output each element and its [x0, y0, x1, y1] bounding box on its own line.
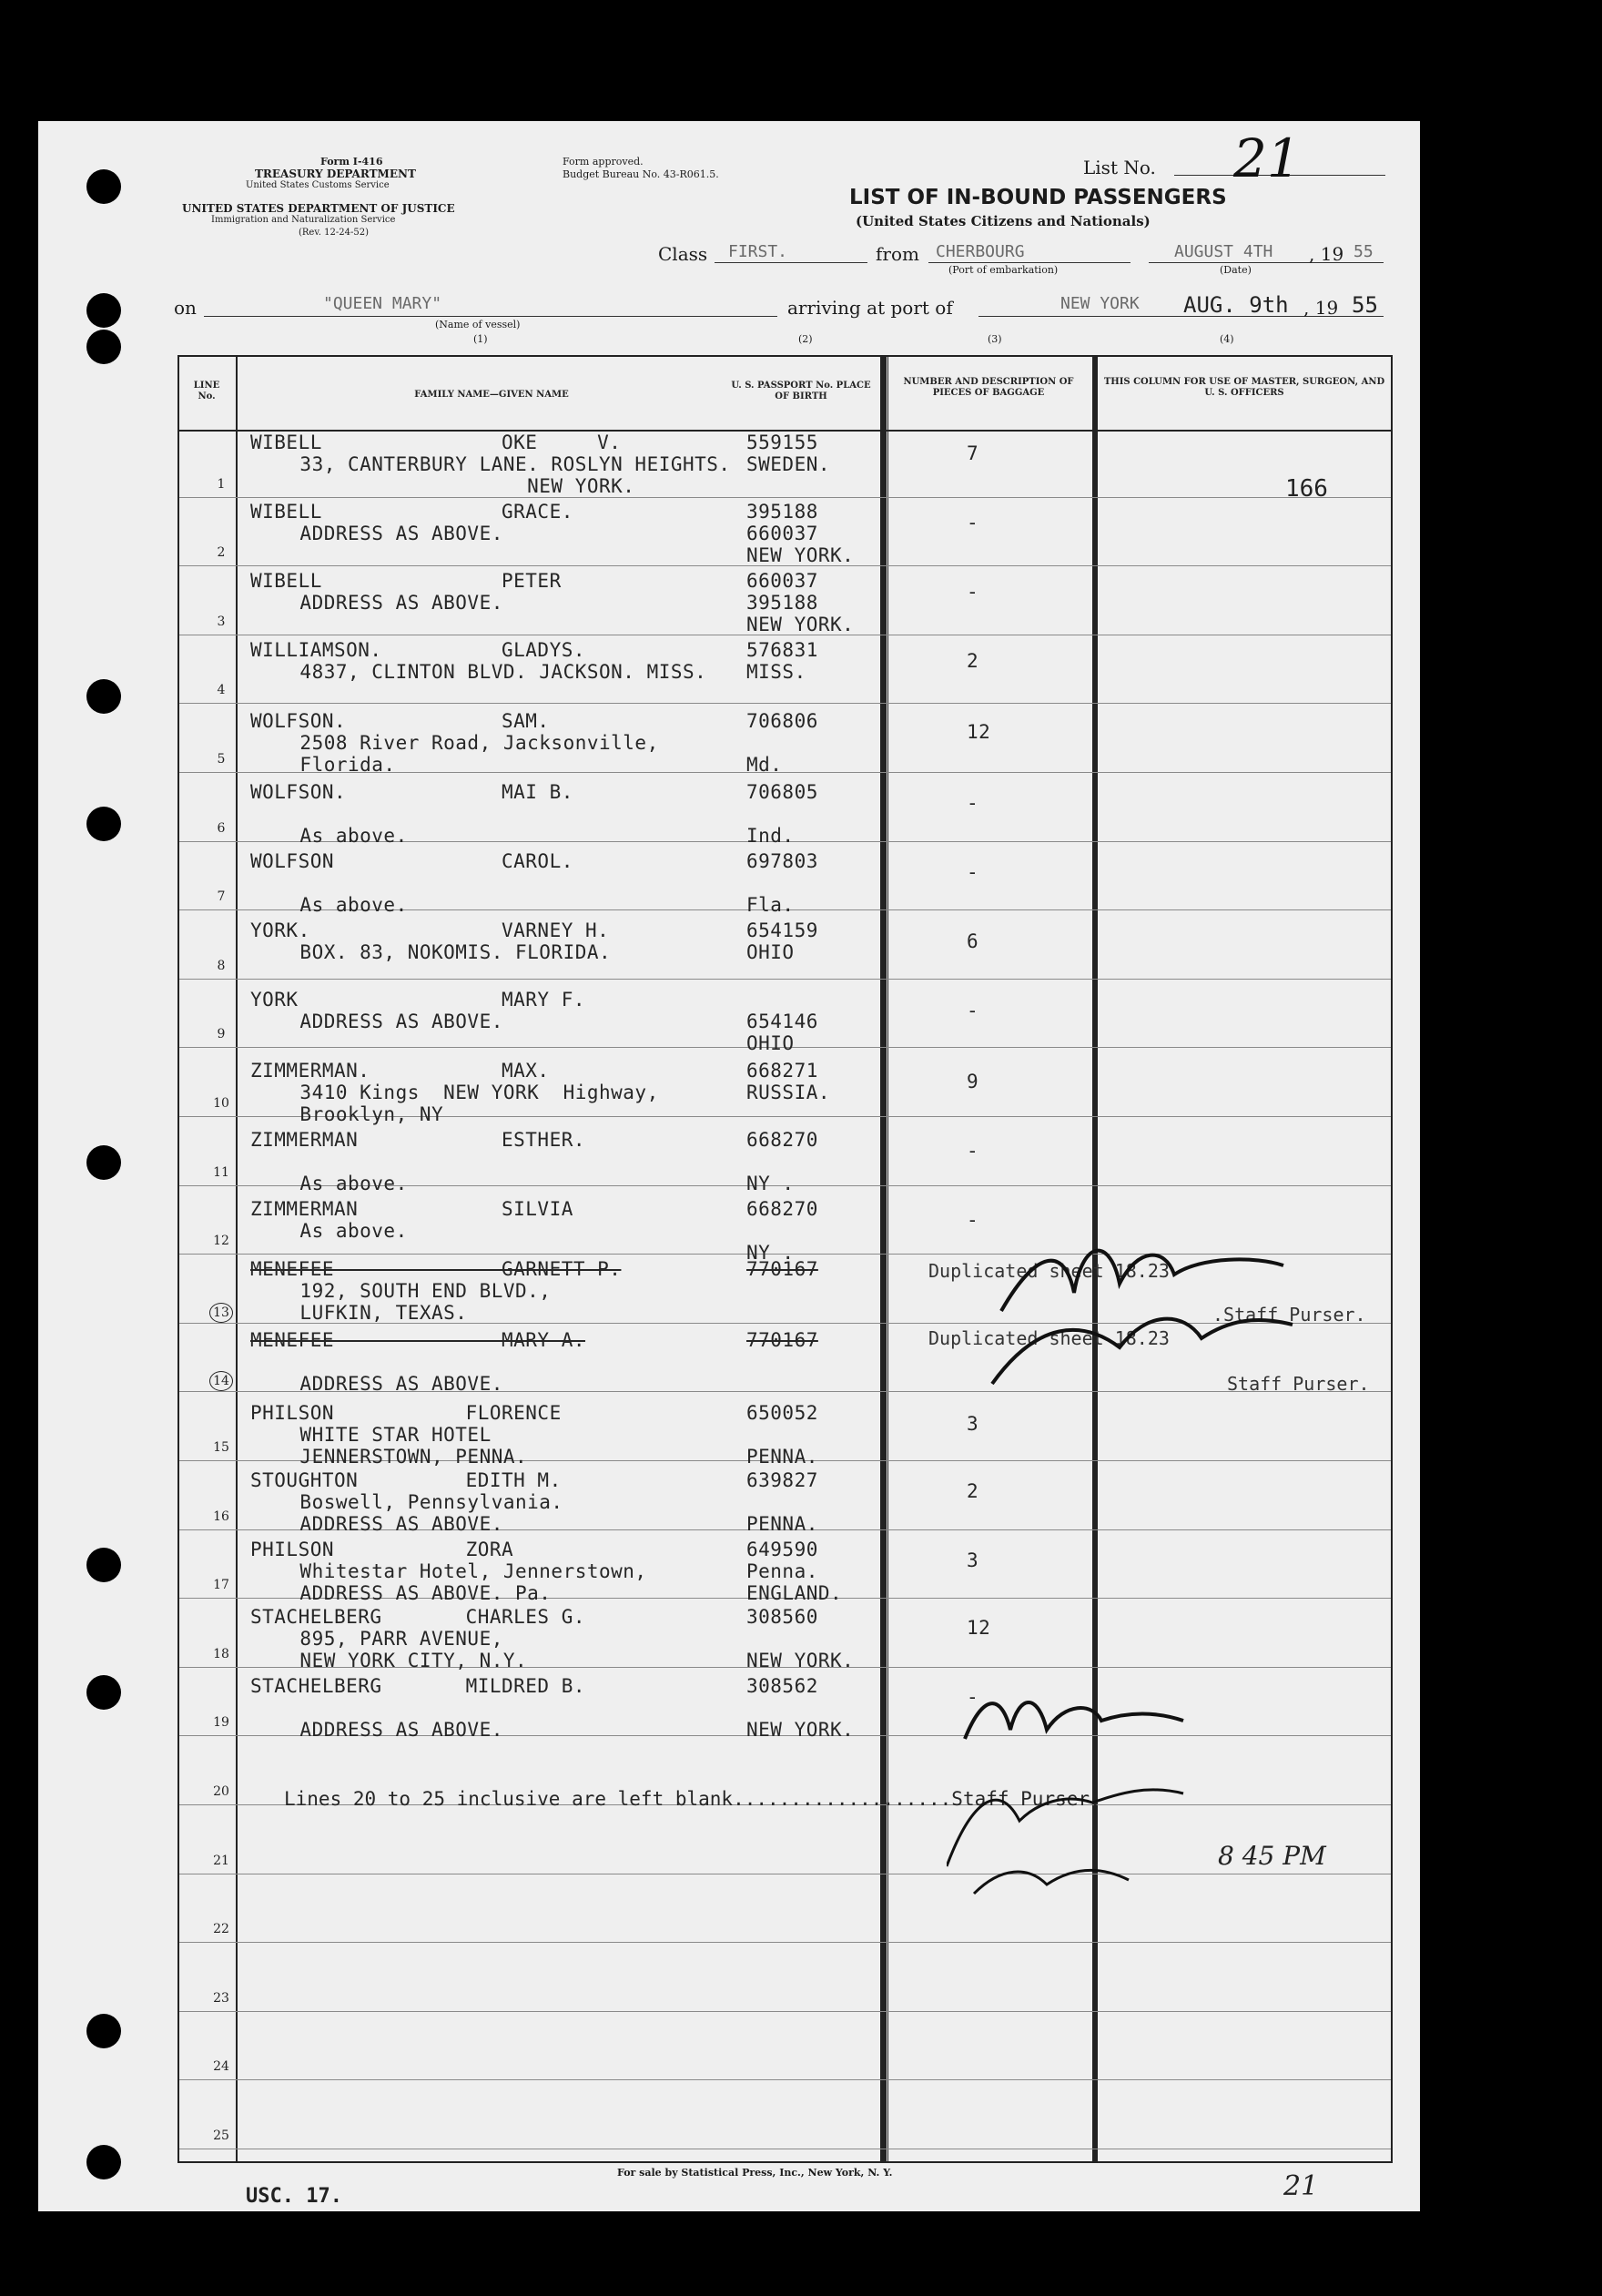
entry-passport: 649590	[746, 1539, 818, 1560]
year-prefix: , 19	[1309, 243, 1344, 265]
line-number: 2	[217, 545, 226, 561]
arrival-date-value: AUG. 9th	[1183, 292, 1289, 318]
form-code: USC. 17.	[246, 2185, 342, 2208]
line-number: 20	[213, 1784, 229, 1799]
from-label: from	[876, 243, 919, 265]
header-name: FAMILY NAME—GIVEN NAME	[414, 390, 569, 400]
entry-passport: 654146	[746, 1011, 818, 1032]
entry-name-line: 33, CANTERBURY LANE. ROSLYN HEIGHTS.	[264, 453, 731, 475]
col-ref-4: (4)	[1220, 333, 1234, 345]
line-number: 21	[213, 1853, 229, 1868]
header-officers: THIS COLUMN FOR USE OF MASTER, SURGEON, AND U. S. OFFICERS	[1103, 377, 1385, 398]
entry-baggage: -	[967, 1686, 979, 1708]
entry-name-line: YORK. VARNEY H.	[250, 919, 610, 941]
list-no-label: List No.	[1083, 157, 1156, 178]
row-rule	[179, 979, 1391, 980]
entry-passport: NY .	[746, 1173, 795, 1194]
line-number: 19	[213, 1715, 229, 1731]
row-rule	[179, 703, 1391, 704]
entry-passport: 650052	[746, 1402, 818, 1424]
entry-name-line: JENNERSTOWN, PENNA.	[264, 1446, 528, 1468]
purser-signature-2	[947, 1684, 1274, 1903]
entry-baggage: 9	[967, 1071, 979, 1092]
line-number: 5	[217, 752, 226, 767]
entry-baggage: -	[967, 512, 979, 533]
time-note: 8 45 PM	[1218, 1841, 1326, 1871]
entry-name-line: As above.	[264, 1173, 408, 1194]
line-number: 10	[213, 1096, 229, 1111]
entry-baggage: 12	[967, 721, 991, 743]
entry-name-line: 3410 Kings NEW YORK Highway,	[264, 1082, 659, 1103]
year-value: 55	[1354, 242, 1374, 261]
col-ref-2: (2)	[798, 333, 813, 345]
entry-passport: 706806	[746, 710, 818, 732]
entry-name-line: As above.	[264, 894, 408, 916]
staff-purser-1: .Staff Purser.	[1212, 1304, 1366, 1326]
col-ref-1: (1)	[473, 333, 488, 345]
staff-purser-2: Staff Purser.	[1227, 1373, 1370, 1395]
entry-name-line: WIBELL PETER	[250, 570, 562, 592]
entry-name-line: Boswell, Pennsylvania.	[264, 1491, 563, 1513]
header-passport: U. S. PASSPORT No. PLACE OF BIRTH	[731, 381, 871, 401]
entry-passport: NEW YORK.	[746, 544, 855, 566]
line-number: 16	[213, 1509, 229, 1524]
blank-lines-note: Lines 20 to 25 inclusive are left blank...................Staff Purser.	[284, 1788, 1101, 1810]
entry-baggage: 12	[967, 1617, 991, 1639]
entry-baggage: -	[967, 581, 979, 603]
entry-name-line: Brooklyn, NY	[264, 1103, 444, 1125]
entry-passport: 660037	[746, 523, 818, 544]
binder-hole	[86, 293, 121, 328]
entry-passport: NY .	[746, 1242, 795, 1264]
entry-name-line: ADDRESS AS ABOVE. Pa.	[264, 1582, 552, 1604]
entry-name-line: PHILSON ZORA	[250, 1539, 514, 1560]
vessel-value: "QUEEN MARY"	[323, 294, 442, 313]
document-title: LIST OF IN-BOUND PASSENGERS	[849, 186, 1227, 209]
entry-name-line: 192, SOUTH END BLVD.,	[264, 1280, 552, 1302]
entry-passport: PENNA.	[746, 1446, 818, 1468]
entry-passport: 308562	[746, 1675, 818, 1697]
form-number: Form I-416	[320, 156, 383, 168]
entry-name-line: ADDRESS AS ABOVE.	[264, 1011, 503, 1032]
page-number: 21	[1283, 2170, 1319, 2202]
entry-passport: OHIO	[746, 1032, 795, 1054]
entry-baggage: 3	[967, 1549, 979, 1571]
line-number: 11	[213, 1164, 229, 1180]
entry-name-line: ADDRESS AS ABOVE.	[264, 1373, 503, 1395]
entry-baggage: 2	[967, 1480, 979, 1502]
list-no-value: 21	[1233, 127, 1301, 189]
revision: (Rev. 12-24-52)	[299, 228, 370, 238]
entry-name-line: ADDRESS AS ABOVE.	[264, 592, 503, 614]
entry-name-line: ZIMMERMAN ESTHER.	[250, 1129, 586, 1151]
entry-baggage: -	[967, 1000, 979, 1021]
entry-name-line: ADDRESS AS ABOVE.	[264, 523, 503, 544]
row-rule	[179, 2011, 1391, 2012]
entry-name-line: ADDRESS AS ABOVE.	[264, 1513, 503, 1535]
entry-name-line: As above.	[264, 1220, 408, 1242]
entry-name-line: WOLFSON CAROL.	[250, 850, 573, 872]
entry-passport: 697803	[746, 850, 818, 872]
line-number: 15	[213, 1440, 229, 1455]
entry-baggage: -	[967, 861, 979, 883]
binder-hole	[86, 679, 121, 714]
binder-hole	[86, 330, 121, 364]
binder-hole	[86, 2014, 121, 2048]
line-number: 6	[217, 820, 226, 836]
header-line-no: LINE No.	[193, 381, 220, 401]
header-baggage: NUMBER AND DESCRIPTION OF PIECES OF BAGGAGE	[903, 377, 1074, 398]
entry-name-line: STACHELBERG MILDRED B.	[250, 1675, 586, 1697]
line-number: 25	[213, 2128, 229, 2143]
line-number: 14	[209, 1371, 233, 1391]
line-number: 13	[209, 1303, 233, 1323]
arriving-label: arriving at port of	[787, 297, 953, 319]
entry-passport: 395188	[746, 501, 818, 523]
entry-baggage: -	[967, 792, 979, 814]
col-ref-3: (3)	[988, 333, 1002, 345]
from-value: CHERBOURG	[936, 242, 1025, 261]
entry-name-line: PHILSON FLORENCE	[250, 1402, 562, 1424]
binder-hole	[86, 1145, 121, 1180]
entry-passport: 668271	[746, 1060, 818, 1082]
entry-name-line: WHITE STAR HOTEL	[264, 1424, 492, 1446]
entry-passport: 668270	[746, 1198, 818, 1220]
binder-hole	[86, 1675, 121, 1710]
entry-name-line: STOUGHTON EDITH M.	[250, 1469, 562, 1491]
entry-name-line: WOLFSON. SAM.	[250, 710, 550, 732]
budget-bureau: Budget Bureau No. 43-R061.5.	[563, 168, 719, 180]
class-value: FIRST.	[728, 242, 788, 261]
port-embark-label: (Port of embarkation)	[948, 264, 1059, 276]
line-number: 24	[213, 2059, 229, 2075]
duplicated-note-2: Duplicated sheet 18.23	[928, 1327, 1170, 1349]
entry-passport: Ind.	[746, 825, 795, 847]
class-label: Class	[658, 243, 708, 265]
entry-passport: 668270	[746, 1129, 818, 1151]
entry-name-line: ADDRESS AS ABOVE.	[264, 1719, 503, 1741]
entry-passport: 770167	[746, 1329, 818, 1351]
entry-name-line: WOLFSON. MAI B.	[250, 781, 573, 803]
document-subtitle: (United States Citizens and Nationals)	[856, 213, 1151, 229]
entry-name-line: BOX. 83, NOKOMIS. FLORIDA.	[264, 941, 612, 963]
date-value: AUGUST 4TH	[1174, 242, 1273, 261]
entry-baggage: 6	[967, 930, 979, 952]
line-number: 17	[213, 1578, 229, 1593]
date-label: (Date)	[1220, 264, 1252, 276]
line-number: 7	[217, 889, 226, 905]
entry-baggage: 3	[967, 1413, 979, 1435]
arrival-year-prefix: , 19	[1303, 297, 1339, 319]
officer-number: 166	[1285, 475, 1328, 503]
entry-passport: ENGLAND.	[746, 1582, 843, 1604]
immigration-service: Immigration and Naturalization Service	[211, 215, 396, 225]
binder-hole	[86, 169, 121, 204]
arrival-year-value: 55	[1352, 292, 1378, 318]
entry-passport: Penna.	[746, 1560, 818, 1582]
entry-name-line: MENEFEE GARNETT P.	[250, 1258, 622, 1280]
line-number: 8	[217, 958, 226, 973]
entry-passport: 660037	[746, 570, 818, 592]
entry-passport: OHIO	[746, 941, 795, 963]
printer-note: For sale by Statistical Press, Inc., New York, N. Y.	[617, 2167, 893, 2179]
binder-hole	[86, 2145, 121, 2179]
entry-passport: SWEDEN.	[746, 453, 831, 475]
entry-passport: 770167	[746, 1258, 818, 1280]
line-number: 23	[213, 1990, 229, 2006]
form-approved: Form approved.	[563, 156, 644, 168]
entry-passport: 706805	[746, 781, 818, 803]
binder-hole	[86, 1548, 121, 1582]
entry-name-line: 895, PARR AVENUE,	[264, 1628, 503, 1650]
entry-name-line: WIBELL OKE V.	[250, 432, 622, 453]
line-number: 3	[217, 614, 226, 629]
line-number: 4	[217, 683, 226, 698]
entry-passport: RUSSIA.	[746, 1082, 831, 1103]
entry-name-line: WIBELL GRACE.	[250, 501, 573, 523]
customs-service: United States Customs Service	[246, 180, 390, 190]
duplicated-note-1: Duplicated sheet 18.23	[928, 1260, 1170, 1282]
entry-name-line: MENEFEE MARY A.	[250, 1329, 586, 1351]
entry-name-line: NEW YORK CITY, N.Y.	[264, 1650, 528, 1671]
row-rule	[179, 1942, 1391, 1943]
entry-passport: 654159	[746, 919, 818, 941]
entry-baggage: 7	[967, 442, 979, 464]
entry-passport: NEW YORK.	[746, 614, 855, 635]
line-number: 12	[213, 1234, 229, 1249]
line-number: 1	[217, 476, 226, 492]
entry-name-line: NEW YORK.	[264, 475, 635, 497]
arrival-port-value: NEW YORK	[1060, 294, 1140, 313]
justice-dept: UNITED STATES DEPARTMENT OF JUSTICE	[182, 202, 455, 215]
entry-baggage: -	[967, 1140, 979, 1162]
line-number: 18	[213, 1646, 229, 1661]
entry-baggage: 2	[967, 650, 979, 672]
entry-name-line: Whitestar Hotel, Jennerstown,	[264, 1560, 647, 1582]
entry-name-line: 2508 River Road, Jacksonville,	[264, 732, 659, 754]
entry-passport: NEW YORK.	[746, 1719, 855, 1741]
entry-name-line: Florida.	[264, 754, 396, 776]
entry-name-line: 4837, CLINTON BLVD. JACKSON. MISS.	[264, 661, 707, 683]
entry-passport: PENNA.	[746, 1513, 818, 1535]
entry-passport: Fla.	[746, 894, 795, 916]
entry-passport: MISS.	[746, 661, 806, 683]
entry-baggage: -	[967, 1209, 979, 1231]
vessel-label: (Name of vessel)	[435, 319, 521, 330]
purser-signature	[983, 1211, 1347, 1393]
entry-passport: Md.	[746, 754, 783, 776]
entry-name-line: LUFKIN, TEXAS.	[264, 1302, 468, 1324]
entry-name-line: ZIMMERMAN. MAX.	[250, 1060, 550, 1082]
entry-name-line: ZIMMERMAN SILVIA	[250, 1198, 573, 1220]
entry-name-line: YORK MARY F.	[250, 989, 586, 1011]
entry-passport: 559155	[746, 432, 818, 453]
treasury-dept: TREASURY DEPARTMENT	[255, 168, 416, 180]
entry-passport: 308560	[746, 1606, 818, 1628]
entry-name-line: As above.	[264, 825, 408, 847]
entry-passport: 639827	[746, 1469, 818, 1491]
row-rule	[179, 2079, 1391, 2080]
line-number: 22	[213, 1922, 229, 1937]
entry-name-line: WILLIAMSON. GLADYS.	[250, 639, 586, 661]
entry-passport: 576831	[746, 639, 818, 661]
entry-name-line: STACHELBERG CHARLES G.	[250, 1606, 586, 1628]
entry-passport: 395188	[746, 592, 818, 614]
binder-hole	[86, 807, 121, 841]
entry-passport: NEW YORK.	[746, 1650, 855, 1671]
on-label: on	[174, 297, 197, 319]
line-number: 9	[217, 1027, 226, 1042]
